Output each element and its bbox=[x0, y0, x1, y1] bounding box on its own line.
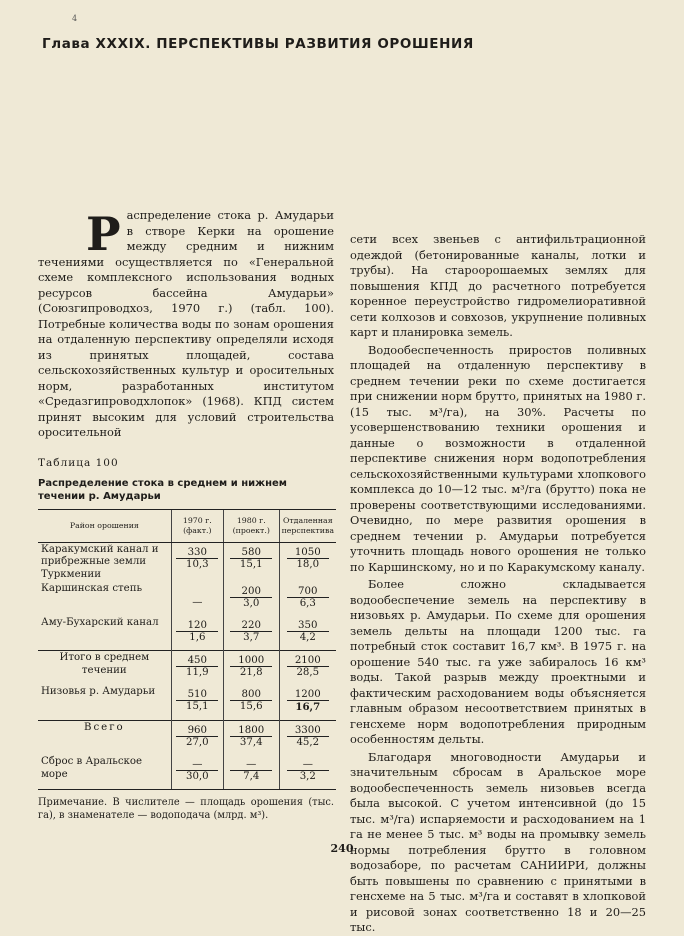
row-name: Всего bbox=[38, 721, 171, 756]
fraction bbox=[227, 655, 276, 678]
cell bbox=[171, 582, 223, 616]
fraction bbox=[175, 655, 220, 678]
row-name: Сброс в Аральское море bbox=[38, 755, 171, 790]
cell bbox=[279, 755, 336, 790]
cell bbox=[223, 651, 279, 686]
cell bbox=[279, 582, 336, 616]
distribution-table bbox=[38, 509, 336, 791]
header-1980: 1980 г. (проект.) bbox=[223, 509, 279, 542]
numerator: — bbox=[176, 759, 218, 771]
table-label: Таблица 100 bbox=[38, 456, 119, 469]
numerator: 330 bbox=[176, 547, 218, 559]
numerator: — bbox=[230, 759, 272, 771]
cell bbox=[223, 721, 279, 756]
chapter-title: Глава XXXIX. ПЕРСПЕКТИВЫ РАЗВИТИЯ ОРОШЕНИЯ bbox=[42, 36, 474, 52]
fraction bbox=[175, 759, 220, 782]
numerator: 1000 bbox=[230, 655, 272, 667]
header-1970: 1970 г. (факт.) bbox=[171, 509, 223, 542]
numerator: 510 bbox=[176, 689, 218, 701]
table-note: Примечание. В числителе — площадь орошения (тыс. га), в знаменателе — водоподача (млрд. м³). bbox=[38, 797, 334, 821]
page-number: 240 bbox=[330, 842, 354, 855]
cell bbox=[279, 616, 336, 651]
fraction bbox=[283, 547, 333, 570]
table-row bbox=[38, 651, 336, 686]
numerator: 3300 bbox=[287, 725, 329, 737]
denominator: 3,7 bbox=[243, 632, 260, 643]
cell bbox=[171, 542, 223, 582]
cell bbox=[223, 685, 279, 721]
denominator: 15,6 bbox=[239, 701, 263, 712]
denominator: 28,5 bbox=[296, 667, 320, 678]
paragraph: Благодаря многоводности Амударьи и значительным сбросам в Аральское море водообеспеченность земель низовьев всегда была высокой. С учетом интенсивной (до 15 тыс. м³/га) испаряемости и расходованием на 1 га не менее 5 тыс. м³ воды на промывку земель нормы потребления брутто в головном водозаборе, по расчетам САНИИРИ, должны быть повышены по сравнению с принятыми в генсхеме на 5 тыс. м³/га и составят в хлопковой и рисовой зонах соответственно 18 и 20—25 тыс. bbox=[350, 749, 646, 934]
fraction bbox=[175, 689, 220, 712]
table-row bbox=[38, 582, 336, 616]
fraction bbox=[283, 620, 333, 643]
row-name: Итого в среднем течении bbox=[38, 651, 171, 686]
cell bbox=[223, 616, 279, 651]
page-mark: 4 bbox=[72, 14, 78, 23]
table-row bbox=[38, 542, 336, 582]
paragraph: Более сложно складывается водообеспечение земель на перспективу в низовьях р. Амударьи. По схеме для орошения земель дельты на площади 1200 тыс. га потребный сток составит 16,7 км³. В 1975 г. на орошение 540 тыс. га уже забиралось 16 км³ воды. Такой разрыв между проектными и фактическим расходованием воды объясняется главным образом несоответствием принятых в генсхеме норм водопотребления природным особенностям дельты. bbox=[350, 577, 646, 746]
fraction bbox=[227, 547, 276, 570]
row-name: Каракумский канал и прибрежные земли Туркмении bbox=[41, 543, 159, 580]
denominator: 3,2 bbox=[299, 771, 316, 782]
denominator: 11,9 bbox=[185, 667, 209, 678]
fraction bbox=[175, 586, 220, 608]
denominator: 4,2 bbox=[299, 632, 316, 643]
cell bbox=[223, 582, 279, 616]
denominator: 18,0 bbox=[296, 558, 320, 570]
cell bbox=[171, 616, 223, 651]
row-name: Аму-Бухарский канал bbox=[41, 617, 159, 628]
fraction bbox=[283, 586, 333, 609]
denominator: 7,4 bbox=[243, 771, 260, 782]
denominator: 15,1 bbox=[185, 701, 209, 712]
table-row bbox=[38, 685, 336, 721]
left-column bbox=[38, 208, 334, 822]
paragraph: сети всех звеньев с антифильтрационной одеждой (бетонированные каналы, лотки и трубы). На староорошаемых землях для повышения КПД до расчетного потребуется коренное переустройство гидромелиоративной сети колхозов и совхозов, укрупнение поливных карт и планировка земель. bbox=[350, 232, 646, 339]
numerator: 350 bbox=[287, 620, 329, 632]
denominator: 3,0 bbox=[243, 598, 260, 609]
denominator: 30,0 bbox=[185, 771, 209, 782]
cell bbox=[171, 685, 223, 721]
cell bbox=[279, 651, 336, 686]
intro-paragraph bbox=[38, 208, 334, 441]
table-row bbox=[38, 721, 336, 756]
denominator: 15,1 bbox=[239, 558, 263, 570]
cell bbox=[279, 721, 336, 756]
fraction bbox=[175, 620, 220, 643]
numerator: 580 bbox=[230, 547, 272, 559]
cell bbox=[171, 755, 223, 790]
numerator: 450 bbox=[176, 655, 218, 667]
intro-paragraph-text: аспределение стока р. Амударьи в створе Керки на орошение между средним и нижним течениями осуществляется по «Генеральной схеме комплексного использования водных ресурсов бассейна Амударьи» (Союзгипроводхоз, 1970 г.) (табл. 100). Потребные количества воды по зонам орошения на отдаленную перспективу определяли исходя из принятых площадей, состава сельскохозяйственных культур и оросительных норм, разработанных институтом «Средазгипроводхлопок» (1968). КПД систем принят высоким для условий строительства оросительной bbox=[38, 208, 334, 439]
denominator: 21,8 bbox=[239, 667, 263, 678]
table-row bbox=[38, 616, 336, 651]
denominator: 1,6 bbox=[189, 632, 206, 643]
denominator: 27,0 bbox=[185, 737, 209, 748]
header-future: Отдаленная перспектива bbox=[279, 509, 336, 542]
right-column bbox=[350, 232, 646, 936]
denominator: — bbox=[192, 597, 203, 608]
fraction bbox=[175, 725, 220, 748]
cell bbox=[171, 721, 223, 756]
numerator: 220 bbox=[230, 620, 272, 632]
fraction bbox=[283, 725, 333, 748]
drop-cap: Р bbox=[86, 207, 121, 261]
numerator: 800 bbox=[230, 689, 272, 701]
numerator: 1800 bbox=[230, 725, 272, 737]
numerator: 120 bbox=[176, 620, 218, 632]
denominator: 37,4 bbox=[239, 737, 263, 748]
cell bbox=[279, 542, 336, 582]
header-region: Район орошения bbox=[38, 509, 171, 542]
denominator: 16,7 bbox=[295, 701, 321, 713]
fraction bbox=[227, 759, 276, 782]
fraction bbox=[227, 689, 276, 712]
fraction bbox=[227, 586, 276, 609]
numerator: — bbox=[287, 759, 329, 771]
row-name: Низовья р. Амударьи bbox=[41, 686, 156, 697]
fraction bbox=[283, 655, 333, 678]
numerator: 960 bbox=[176, 725, 218, 737]
fraction bbox=[283, 689, 333, 713]
fraction bbox=[227, 620, 276, 643]
cell bbox=[223, 542, 279, 582]
cell bbox=[279, 685, 336, 721]
cell bbox=[223, 755, 279, 790]
numerator: 1200 bbox=[287, 689, 329, 701]
paragraph: Водообеспеченность приростов поливных площадей на отдаленную перспективу в среднем течении реки по схеме достигается при снижении норм брутто, принятых на 1980 г. (15 тыс. м³/га), на 30%. Расчеты по усовершенствованию техники орошения и данные о возможности в отдаленной перспективе снижения норм водопотребления сельскохозяйственными культурами хлопкового комплекса до 10—12 тыс. м³/га (брутто) пока не проверены соответствующими исследованиями. Очевидно, по мере развития орошения в среднем течении р. Амударьи потребуется уточнить площадь нового орошения не только по Каршинскому, но и по Каракумскому каналу. bbox=[350, 342, 646, 574]
denominator: 45,2 bbox=[296, 737, 320, 748]
table-caption: Распределение стока в среднем и нижнем течении р. Амударьи bbox=[38, 477, 287, 502]
numerator: 2100 bbox=[287, 655, 329, 667]
denominator: 10,3 bbox=[185, 558, 209, 570]
numerator: 700 bbox=[287, 586, 329, 598]
table-header-row bbox=[38, 509, 336, 542]
table-row bbox=[38, 755, 336, 790]
row-name: Каршинская степь bbox=[41, 583, 143, 594]
fraction bbox=[175, 547, 220, 570]
denominator: 6,3 bbox=[299, 598, 316, 609]
numerator: 200 bbox=[230, 586, 272, 598]
fraction bbox=[227, 725, 276, 748]
numerator: 1050 bbox=[287, 547, 329, 559]
fraction bbox=[283, 759, 333, 782]
cell bbox=[171, 651, 223, 686]
